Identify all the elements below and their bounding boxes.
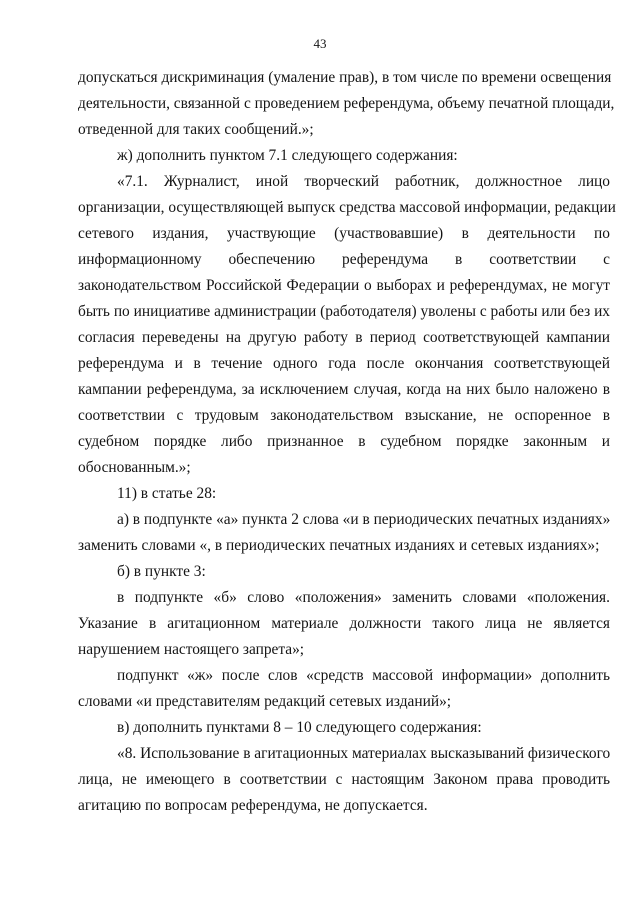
text-line: референдума и в течение одного года после окончания соответствующей [78, 355, 610, 372]
text-line: согласия переведены на другую работу в период соответствующей кампании [78, 329, 610, 346]
text-line: агитацию по вопросам референдума, не допускается. [78, 797, 428, 814]
text-line: подпункт «ж» после слов «средств массовой информации» дополнить [117, 667, 610, 684]
text-line: обоснованным.»; [78, 459, 191, 476]
text-line: «8. Использование в агитационных материалах высказываний физического [117, 745, 611, 762]
text-line: а) в подпункте «а» пункта 2 слова «и в периодических печатных изданиях» [117, 511, 611, 528]
text-line: заменить словами «, в периодических печатных изданиях и сетевых изданиях»; [78, 537, 600, 554]
text-line: б) в пункте 3: [117, 563, 206, 580]
text-line: Указание в агитационном материале должности такого лица не является [78, 615, 610, 632]
text-line: информационному обеспечению референдума в соответствии с [78, 251, 610, 268]
text-line: допускаться дискриминация (умаление прав), в том числе по времени освещения [78, 69, 612, 86]
page-number: 43 [313, 36, 327, 51]
text-line: ж) дополнить пунктом 7.1 следующего содержания: [117, 147, 458, 164]
text-line: деятельности, связанной с проведением референдума, объему печатной площади, [78, 95, 615, 112]
text-line: сетевого издания, участвующие (участвовавшие) в деятельности по [78, 225, 610, 242]
text-line: соответствии с трудовым законодательством взыскание, не оспоренное в [78, 407, 610, 424]
text-line: кампании референдума, за исключением случая, когда на них было наложено в [78, 381, 610, 398]
text-line: 11) в статье 28: [117, 485, 217, 502]
text-line: в подпункте «б» слово «положения» заменить словами «положения. [117, 589, 610, 606]
text-line: законодательством Российской Федерации о выборах и референдумах, не могут [78, 277, 610, 294]
text-line: нарушением настоящего запрета»; [78, 641, 305, 658]
text-line: лица, не имеющего в соответствии с настоящим Законом права проводить [78, 771, 610, 788]
text-line: быть по инициативе администрации (работодателя) уволены с работы или без их [78, 303, 610, 320]
text-line: в) дополнить пунктами 8 – 10 следующего содержания: [117, 719, 482, 736]
text-line: организации, осуществляющей выпуск средства массовой информации, редакции [78, 199, 616, 216]
text-line: судебном порядке либо признанное в судебном порядке законным и [78, 433, 610, 450]
text-line: отведенной для таких сообщений.»; [78, 121, 314, 138]
text-line: словами «и представителям редакций сетевых изданий»; [78, 693, 452, 710]
text-line: «7.1. Журналист, иной творческий работник, должностное лицо [117, 173, 610, 190]
